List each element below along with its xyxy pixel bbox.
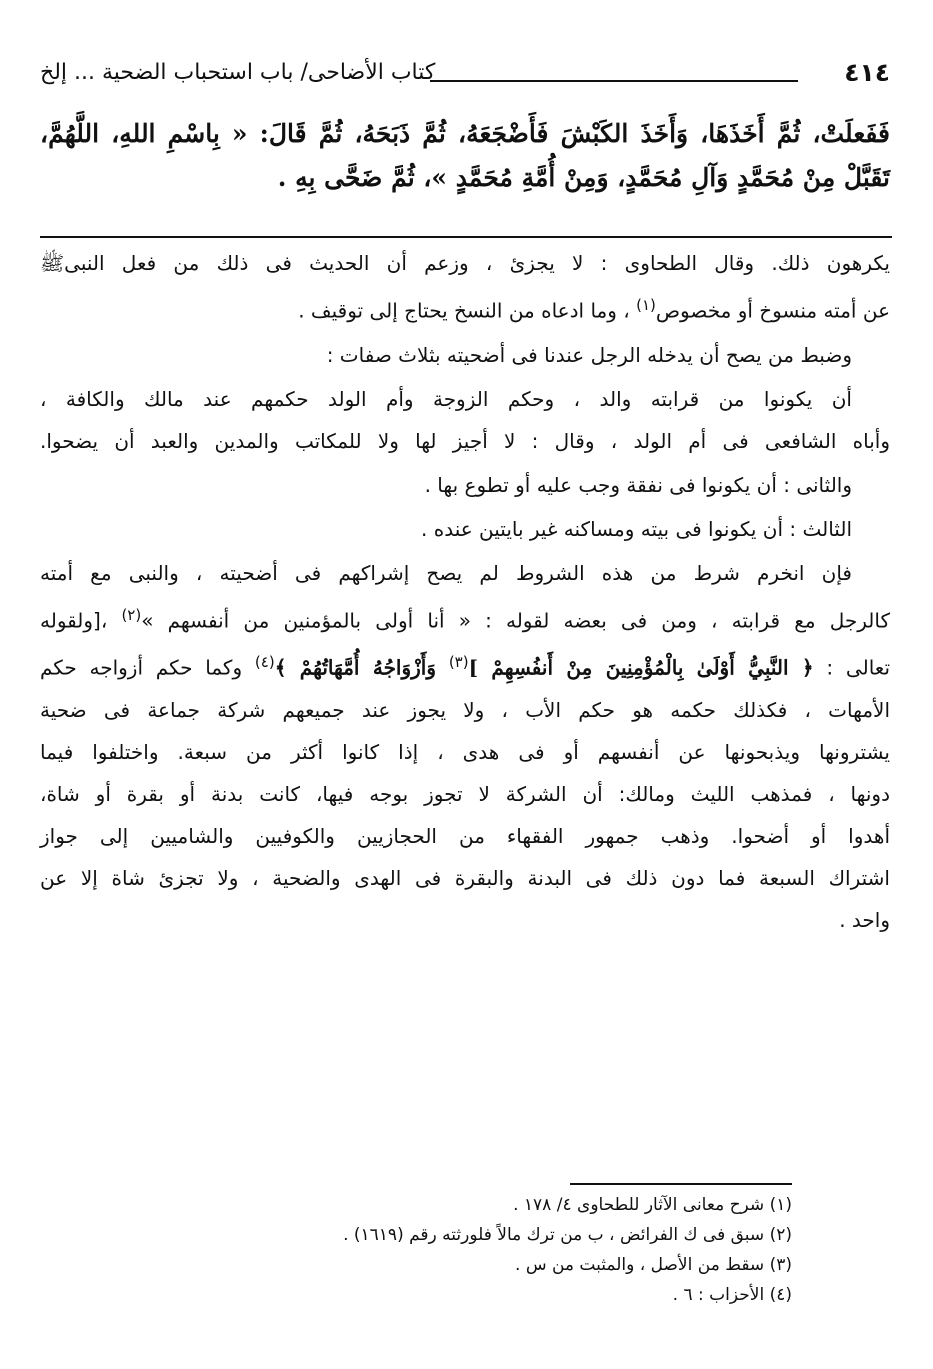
- hadith-line: تَقَبَّلْ مِنْ مُحَمَّدٍ وَآلِ مُحَمَّدٍ، وَمِنْ أُمَّةِ مُحَمَّدٍ »، ثُمَّ ضَحَّى بِهِ .: [277, 163, 890, 192]
- text-line: الثالث : أن يكونوا فى بيته ومساكنه غير بايتين عنده .: [421, 516, 852, 541]
- text-line: فإن انخرم شرط من هذه الشروط لم يصح إشراكهم فى أضحيته ، والنبى مع أمته: [40, 560, 852, 585]
- text-line: [40, 594, 890, 642]
- text-line: [40, 242, 890, 284]
- footnotes: [40, 1190, 792, 1310]
- line-text: وكما حكم أزواجه حكم: [40, 655, 243, 680]
- hadith-line: فَفَعلَتْ، ثُمَّ أَخَذَهَا، وَأَخَذَ الكَبْشَ فَأَضْجَعَهُ، ثُمَّ ذَبَحَهُ، ثُمَّ قَالَ: « بِاسْمِ اللهِ، اللَّهُمَّ،: [40, 119, 890, 148]
- text-line: يشترونها ويذبحونها عن أنفسهم أو فى هدى ، إذا كانوا أكثر من سبعة. واختلفوا فيما: [40, 739, 890, 764]
- sallallahu-symbol: ﷺ: [40, 251, 65, 275]
- line-text: عن أمته منسوخ أو مخصوص: [655, 298, 890, 323]
- text-line: وضبط من يصح أن يدخله الرجل عندنا فى أضحيته بثلاث صفات :: [326, 342, 852, 367]
- line-text: ،[ولقوله: [40, 608, 108, 633]
- footnote-ref: (١): [636, 296, 656, 314]
- text-line: أن يكونوا من قرابته والد ، وحكم الزوجة وأم الولد حكمهم عند مالك والكافة ،: [40, 386, 852, 411]
- line-text: ، وما ادعاه من النسخ يحتاج إلى توقيف .: [298, 298, 630, 323]
- running-header: [40, 58, 890, 98]
- line-text: يكرهون ذلك. وقال الطحاوى : لا يجزئ ، وزعم أن الحديث فى ذلك من فعل النبى: [64, 251, 890, 275]
- text-line: الأمهات ، فكذلك حكمه هو حكم الأب ، ولا يجوز عند جميعهم شركة جماعة فى ضحية: [40, 697, 890, 722]
- hadith-text: [40, 112, 890, 200]
- text-line: أهدوا أو أضحوا. وذهب جمهور الفقهاء من الحجازيين والكوفيين والشاميين إلى جواز: [40, 823, 890, 848]
- line-text: تعالى :: [826, 655, 891, 680]
- text-line: واحد .: [839, 907, 890, 932]
- text-line: دونها ، فمذهب الليث ومالك: أن الشركة لا تجوز بوجه فيها، كانت بدنة أو بقرة أو شاة،: [40, 781, 890, 806]
- text-divider: [40, 236, 892, 238]
- footnote-ref: (٤): [254, 653, 275, 672]
- footnote: (٢) سبق فى ك الفرائض ، ب من ترك مالاً فلورثته رقم (١٦١٩) .: [343, 1225, 792, 1245]
- line-text: كالرجل مع قرابته ، ومن فى بعضه لقوله : « أنا أولى بالمؤمنين من أنفسهم »: [141, 608, 891, 633]
- page-number: ٤١٤: [844, 58, 890, 87]
- quran-quote: وَأَزْوَاجُهُ أُمَّهَاتُهُمْ ﴾: [274, 655, 437, 680]
- paragraph: [40, 378, 890, 462]
- text-line: اشتراك السبعة فما دون ذلك فى البدنة والبقرة فى الهدى والضحية ، ولا تجزئ شاة إلا عن: [40, 865, 890, 890]
- footnote: (٤) الأحزاب : ٦ .: [672, 1285, 792, 1305]
- footnote: (١) شرح معانى الآثار للطحاوى ٤/ ١٧٨ .: [513, 1195, 792, 1215]
- footnote: (٣) سقط من الأصل ، والمثبت من س .: [515, 1255, 792, 1275]
- footnote-ref: (٣): [448, 653, 469, 672]
- paragraph: [40, 552, 890, 941]
- text-line: وأباه الشافعى فى أم الولد ، وقال : لا أجيز لها ولا للمكاتب والمدين والعبد أن يضحوا.: [40, 428, 890, 453]
- text-line: [40, 641, 890, 689]
- running-title: كتاب الأضاحى/ باب استحباب الضحية ... إلخ: [40, 60, 436, 85]
- text-line: والثانى : أن يكونوا فى نفقة وجب عليه أو تطوع بها .: [424, 472, 852, 497]
- paragraph: [40, 242, 890, 332]
- header-rule: [430, 80, 798, 82]
- footnote-rule: [570, 1183, 792, 1185]
- footnote-ref: (٢): [121, 605, 142, 624]
- quran-quote: ﴿ النَّبِيُّ أَوْلَىٰ بِالْمُؤْمِنِينَ مِنْ أَنفُسِهِمْ ]: [468, 655, 814, 680]
- text-line: [40, 284, 890, 332]
- commentary: [40, 242, 890, 941]
